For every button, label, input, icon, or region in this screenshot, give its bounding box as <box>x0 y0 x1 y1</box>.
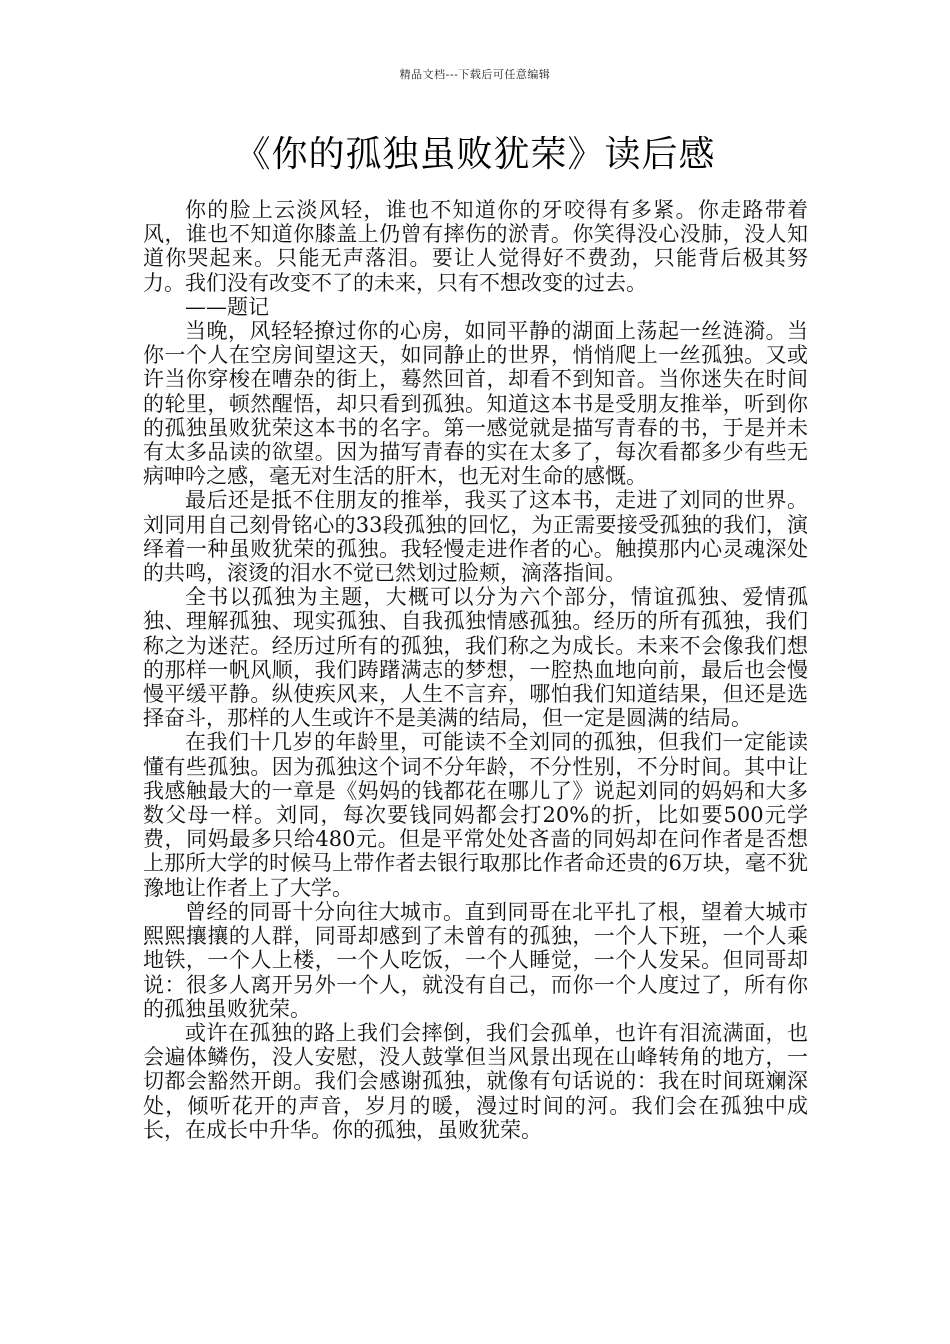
paragraph-intro: 你的脸上云淡风轻，谁也不知道你的牙咬得有多紧。你走路带着风，谁也不知道你膝盖上仍曾有摔伤的淤青。你笑得没心没肺，没人知道你哭起来。只能无声落泪。要让人觉得好不费劲，只能背后极其努力。我们没有改变不了的未来，只有不想改变的过去。 <box>143 198 808 295</box>
paragraph-1: 当晚，风轻轻撩过你的心房，如同平静的湖面上荡起一丝涟漪。当你一个人在空房间望这天，如同静止的世界，悄悄爬上一丝孤独。又或许当你穿梭在嘈杂的街上，蓦然回首，却看不到知音。当你迷失在时间的轮里，顿然醒悟，却只看到孤独。知道这本书是受朋友推举，听到你的孤独虽败犹荣这本书的名字。第一感觉就是描写青春的书，于是并未有太多品读的欲望。因为描写青春的实在太多了，每次看都多少有些无病呻吟之感，毫无对生活的肝木，也无对生命的感慨。 <box>143 319 808 489</box>
header-note: 精品文档---下载后可任意编辑 <box>399 68 551 81</box>
document-body <box>143 198 808 1142</box>
paragraph-3: 全书以孤独为主题，大概可以分为六个部分，情谊孤独、爱情孤独、理解孤独、现实孤独、自我孤独情感孤独。经历的所有孤独，我们称之为迷茫。经历过所有的孤独，我们称之为成长。未来不会像我们想的那样一帆风顺，我们踌躇满志的梦想，一腔热血地向前，最后也会慢慢平缓平静。纵使疾风来，人生不言弃，哪怕我们知道结果，但还是选择奋斗，那样的人生或许不是美满的结局，但一定是圆满的结局。 <box>143 585 808 731</box>
paragraph-2: 最后还是抵不住朋友的推举，我买了这本书，走进了刘同的世界。刘同用自己刻骨铭心的33段孤独的回忆，为正需要接受孤独的我们，演绎着一种虽败犹荣的孤独。我轻慢走进作者的心。触摸那内心灵魂深处的共鸣，滚烫的泪水不觉已然划过脸颊，滴落指间。 <box>143 488 808 586</box>
paragraph-epigraph-credit: ——题记 <box>185 294 269 319</box>
paragraph-4: 在我们十几岁的年龄里，可能读不全刘同的孤独，但我们一定能读懂有些孤独。因为孤独这个词不分年龄，不分性别，不分时间。其中让我感触最大的一章是《妈妈的钱都花在哪儿了》说起刘同的妈妈和大多数父母一样。刘同，每次要钱同妈都会打20%的折，比如要500元学费，同妈最多只给480元。但是平常处处吝啬的同妈却在问作者是否想上那所大学的时候马上带作者去银行取那比作者命还贵的6万块，毫不犹豫地让作者上了大学。 <box>143 730 808 900</box>
paragraph-5: 曾经的同哥十分向往大城市。直到同哥在北平扎了根，望着大城市熙熙攘攘的人群，同哥却感到了未曾有的孤独，一个人下班，一个人乘地铁，一个人上楼，一个人吃饭，一个人睡觉，一个人发呆。但同哥却说：很多人离开另外一个人，就没有自己，而你一个人度过了，所有你的孤独虽败犹荣。 <box>143 899 808 1021</box>
document-title: 《你的孤独虽败犹荣》读后感 <box>234 134 716 175</box>
paragraph-6: 或许在孤独的路上我们会摔倒，我们会孤单，也许有泪流满面，也会遍体鳞伤，没人安慰，没人鼓掌但当风景出现在山峰转角的地方，一切都会豁然开朗。我们会感谢孤独，就像有句话说的：我在时间斑斓深处，倾听花开的声音，岁月的暖，漫过时间的河。我们会在孤独中成长，在成长中升华。你的孤独，虽败犹荣。 <box>143 1020 808 1142</box>
